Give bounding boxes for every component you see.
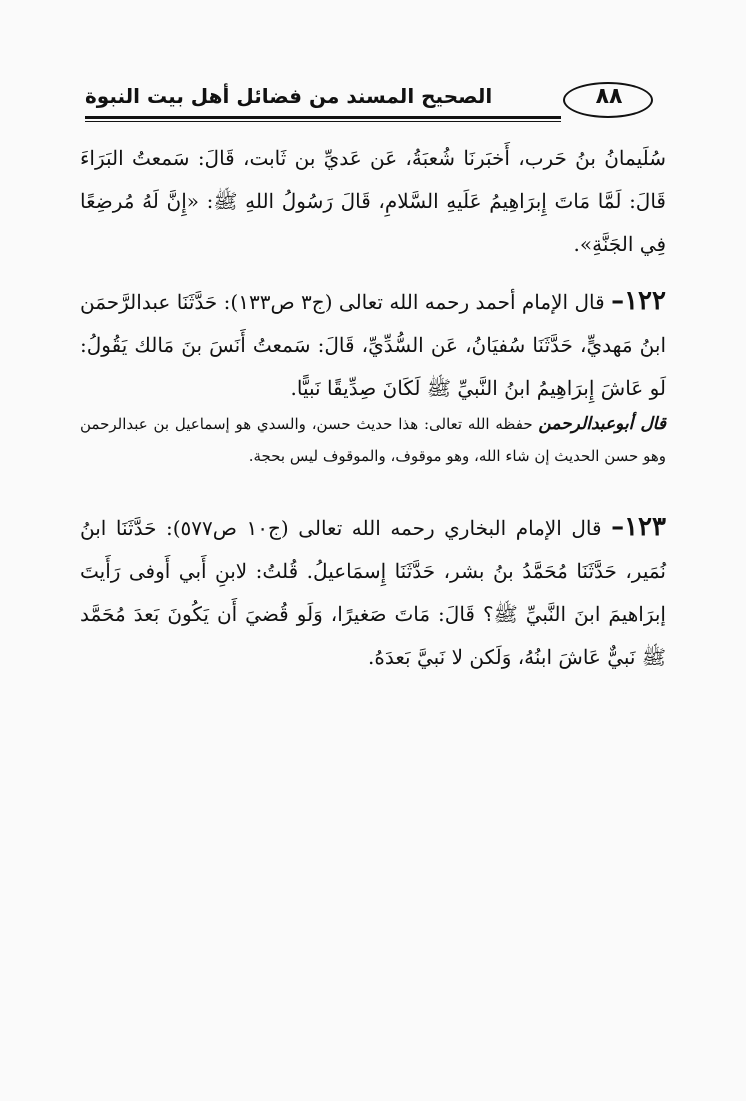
comment-author: قال أبوعبدالرحمن [538, 414, 666, 434]
hadith-number: ١٢٣– [611, 512, 666, 542]
paragraph-text: سُلَيمانُ بنُ حَرب، أَخبَرنَا شُعبَةُ، عَن عَديِّ بن ثَابت، قَالَ: سَمعتُ البَرَاءَ قَالَ: لَمَّا مَاتَ إِبرَاهِيمُ عَلَيهِ السَّلامِ، قَالَ رَسُولُ اللهِ ﷺ: «إِنَّ لَهُ مُرضِعًا فِي الجَنَّةِ». [80, 146, 666, 256]
hadith-text: قال الإمام البخاري رحمه الله تعالى (ج١٠ ص٥٧٧): حَدَّثَنَا ابنُ نُمَير، حَدَّثَنَا مُحَمَّدُ بنُ بشر، حَدَّثَنَا إِسمَاعيلُ. قُلتُ: لابنِ أَبي أَوفى رَأَيتَ إبرَاهيمَ ابنَ النَّبيِّ ﷺ؟ قَالَ: مَاتَ صَغيرًا، وَلَو قُضيَ أَن يَكُونَ بَعدَ مُحَمَّد ﷺ نَبيٌّ عَاشَ ابنُهُ، وَلَكن لا نَبيَّ بَعدَهُ. [80, 516, 666, 669]
hadith-123 [80, 506, 666, 679]
page-number: ٨٨ [595, 84, 623, 109]
hadith-number: ١٢٢– [611, 286, 666, 316]
hadith-122 [80, 280, 666, 410]
page-header [85, 80, 653, 122]
hadith-text: قال الإمام أحمد رحمه الله تعالى (ج٣ ص١٣٣): حَدَّثَنَا عبدالرَّحمَن ابنُ مَهديٍّ، حَدَّثَنَا سُفيَانُ، عَن السُّدِّيِّ، قَالَ: سَمعتُ أَنَسَ بنَ مَالك يَقُولُ: لَو عَاشَ إِبرَاهِيمُ ابنُ النَّبيِّ ﷺ لَكَانَ صِدِّيقًا نَبيًّا. [80, 290, 666, 400]
header-rule [85, 116, 561, 119]
comment-text: حفظه الله تعالى: هذا حديث حسن، والسدي هو إسماعيل بن عبدالرحمن وهو حسن الحديث إن شاء الله، وهو موقوف، والموقوف ليس بحجة. [80, 415, 666, 465]
header-rule-thin [85, 121, 561, 122]
author-comment [80, 408, 666, 472]
running-title: الصحيح المسند من فضائل أهل بيت النبوة [85, 84, 493, 108]
paragraph-continuation [80, 137, 666, 266]
